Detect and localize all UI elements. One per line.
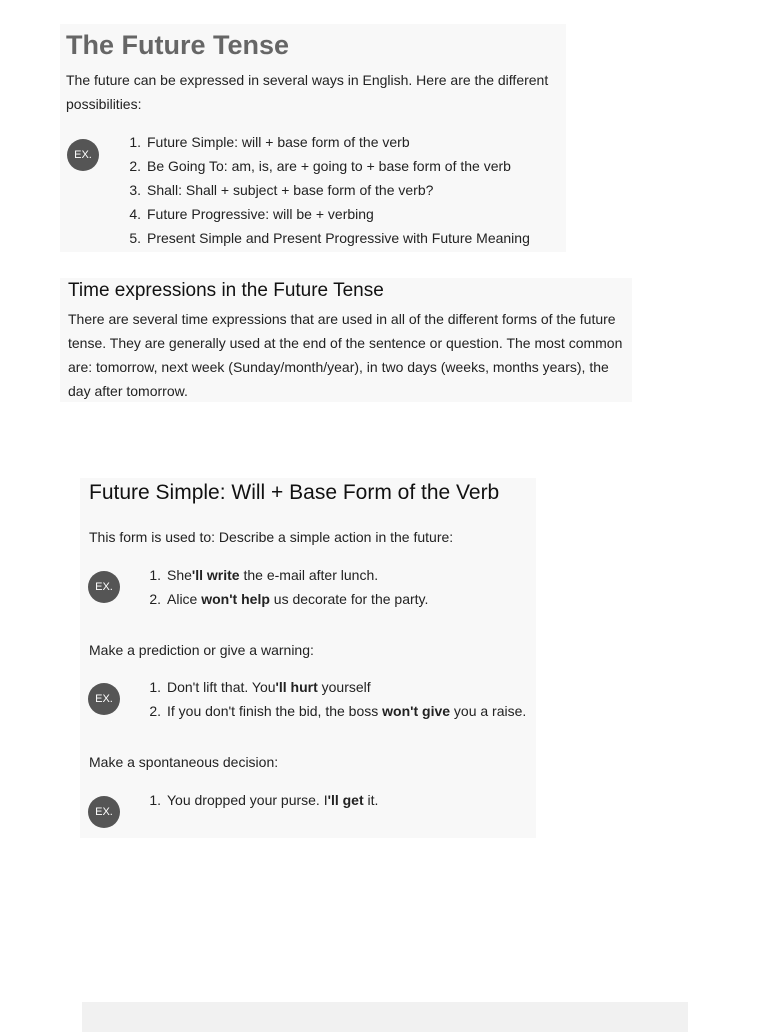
use-label-describe: This form is used to: Describe a simple action in the future: xyxy=(89,529,454,545)
use-label-prediction: Make a prediction or give a warning: xyxy=(89,642,314,658)
paragraph-line: There are several time expressions that are used in all of the different forms of the future xyxy=(68,311,616,327)
list-item: 2. Alice won't help us decorate for the party. xyxy=(149,591,429,607)
paragraph-line: are: tomorrow, next week (Sunday/month/year), in two days (weeks, months years), the xyxy=(68,359,609,375)
section-heading-time-expressions: Time expressions in the Future Tense xyxy=(68,280,384,301)
spontaneous-examples-list xyxy=(141,788,378,812)
section-heading-future-simple: Future Simple: Will + Base Form of the Verb xyxy=(89,481,500,504)
example-badge: EX. xyxy=(88,571,120,603)
paragraph-line: tense. They are generally used at the end of the sentence or question. The most common xyxy=(68,335,623,351)
list-item: 1. She'll write the e-mail after lunch. xyxy=(149,567,379,583)
list-item: 2. If you don't finish the bid, the boss won't give you a raise. xyxy=(149,703,527,719)
list-item: 3. Shall: Shall + subject + base form of the verb? xyxy=(129,182,434,198)
prediction-examples-list xyxy=(141,675,526,723)
intro-line-2: possibilities: xyxy=(66,96,142,112)
list-item: 1. Future Simple: will + base form of the verb xyxy=(129,134,410,150)
list-item: 1. You dropped your purse. I'll get it. xyxy=(149,792,379,808)
page-title: The Future Tense xyxy=(66,30,290,60)
example-badge: EX. xyxy=(88,683,120,715)
next-panel-edge xyxy=(82,1002,688,1032)
example-badge: EX. xyxy=(67,139,99,171)
list-item: 4. Future Progressive: will be + verbing xyxy=(129,206,374,222)
paragraph-line: day after tomorrow. xyxy=(68,383,188,399)
time-expressions-paragraph xyxy=(68,307,622,403)
intro-line-1: The future can be expressed in several ways in English. Here are the different xyxy=(66,72,549,88)
future-forms-list xyxy=(121,130,530,250)
list-item: 2. Be Going To: am, is, are + going to + base form of the verb xyxy=(129,158,511,174)
use-label-spontaneous: Make a spontaneous decision: xyxy=(89,754,279,770)
example-badge: EX. xyxy=(88,796,120,828)
list-item: 5. Present Simple and Present Progressive with Future Meaning xyxy=(129,230,530,246)
list-item: 1. Don't lift that. You'll hurt yourself xyxy=(149,679,371,695)
describe-examples-list xyxy=(141,563,428,611)
intro-paragraph xyxy=(66,68,548,116)
